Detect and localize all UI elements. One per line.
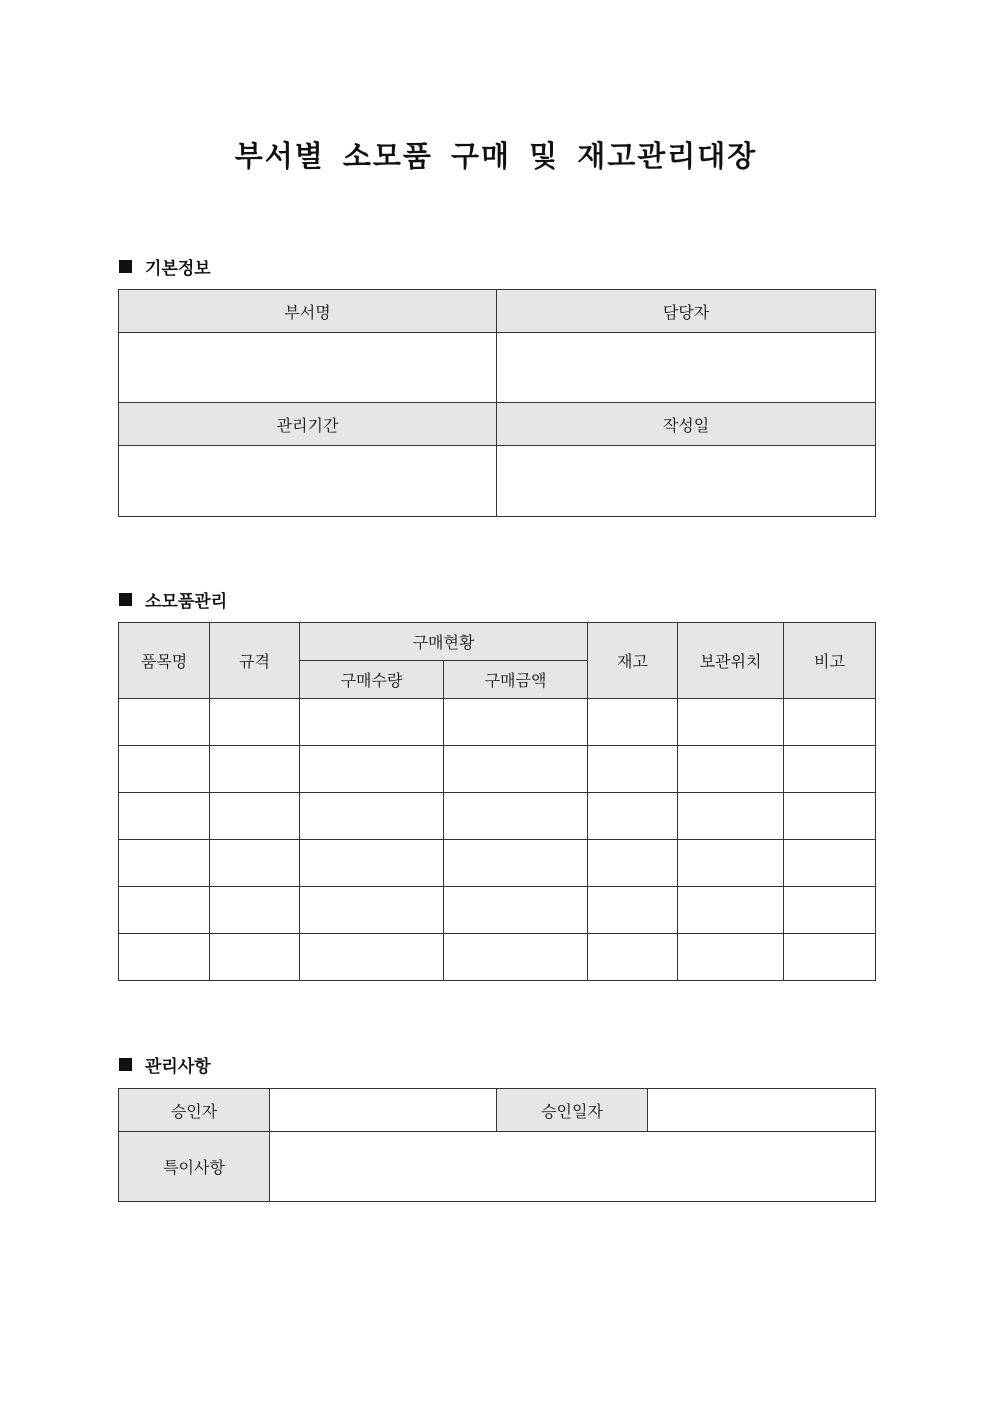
table-cell[interactable] [119,840,210,887]
col-stock: 재고 [588,623,678,699]
page-title: 부서별 소모품 구매 및 재고관리대장 [234,139,758,173]
table-cell[interactable] [300,887,444,934]
col-purchase-qty: 구매수량 [300,661,444,699]
supplies-heading-label: 소모품관리 [145,592,228,612]
table-cell[interactable] [119,887,210,934]
table-cell[interactable] [444,887,588,934]
table-cell[interactable] [588,699,678,746]
table-cell[interactable] [119,793,210,840]
table-row [119,887,876,934]
table-row [119,840,876,887]
table-cell[interactable] [210,887,300,934]
col-purchase-status: 구매현황 [300,623,588,661]
table-cell[interactable] [588,793,678,840]
supplies-heading [119,587,227,612]
table-cell[interactable] [588,840,678,887]
approver-field[interactable] [270,1089,497,1132]
table-cell[interactable] [210,746,300,793]
col-spec: 규격 [210,623,300,699]
period-field[interactable] [119,446,497,517]
table-cell[interactable] [210,934,300,981]
remarks-label: 특이사항 [119,1132,270,1202]
table-cell[interactable] [678,840,784,887]
square-bullet-icon [119,593,132,606]
col-location: 보관위치 [678,623,784,699]
table-cell[interactable] [444,840,588,887]
basic-info-heading-label: 기본정보 [145,259,211,279]
supplies-table [118,622,876,981]
manager-label: 담당자 [497,290,876,333]
table-cell[interactable] [678,699,784,746]
col-note: 비고 [784,623,876,699]
table-cell[interactable] [444,699,588,746]
table-cell[interactable] [588,746,678,793]
table-cell[interactable] [784,746,876,793]
table-cell[interactable] [444,793,588,840]
table-cell[interactable] [300,934,444,981]
table-cell[interactable] [300,840,444,887]
dept-label: 부서명 [119,290,497,333]
approval-date-label: 승인일자 [497,1089,648,1132]
table-cell[interactable] [678,793,784,840]
table-cell[interactable] [119,934,210,981]
supplies-table-body [119,699,876,981]
remarks-field[interactable] [270,1132,876,1202]
table-row [119,699,876,746]
table-cell[interactable] [300,746,444,793]
management-heading [119,1052,211,1077]
table-cell[interactable] [678,887,784,934]
table-cell[interactable] [588,887,678,934]
table-cell[interactable] [300,699,444,746]
table-cell[interactable] [784,793,876,840]
management-table [118,1088,876,1202]
table-row [119,793,876,840]
approval-date-field[interactable] [648,1089,876,1132]
table-row [119,934,876,981]
dept-field[interactable] [119,333,497,403]
table-cell[interactable] [444,746,588,793]
col-item-name: 품목명 [119,623,210,699]
table-cell[interactable] [119,746,210,793]
table-cell[interactable] [444,934,588,981]
table-cell[interactable] [784,840,876,887]
period-label: 관리기간 [119,403,497,446]
table-cell[interactable] [210,699,300,746]
table-cell[interactable] [784,887,876,934]
table-cell[interactable] [678,746,784,793]
table-cell[interactable] [119,699,210,746]
col-purchase-amount: 구매금액 [444,661,588,699]
approver-label: 승인자 [119,1089,270,1132]
date-field[interactable] [497,446,876,517]
date-label: 작성일 [497,403,876,446]
table-cell[interactable] [678,934,784,981]
table-row [119,746,876,793]
table-cell[interactable] [784,699,876,746]
table-cell[interactable] [300,793,444,840]
table-cell[interactable] [784,934,876,981]
basic-info-table [118,289,876,517]
square-bullet-icon [119,260,132,273]
table-cell[interactable] [210,840,300,887]
manager-field[interactable] [497,333,876,403]
basic-info-heading [119,254,211,279]
management-heading-label: 관리사항 [145,1057,211,1077]
table-cell[interactable] [588,934,678,981]
table-cell[interactable] [210,793,300,840]
square-bullet-icon [119,1058,132,1071]
